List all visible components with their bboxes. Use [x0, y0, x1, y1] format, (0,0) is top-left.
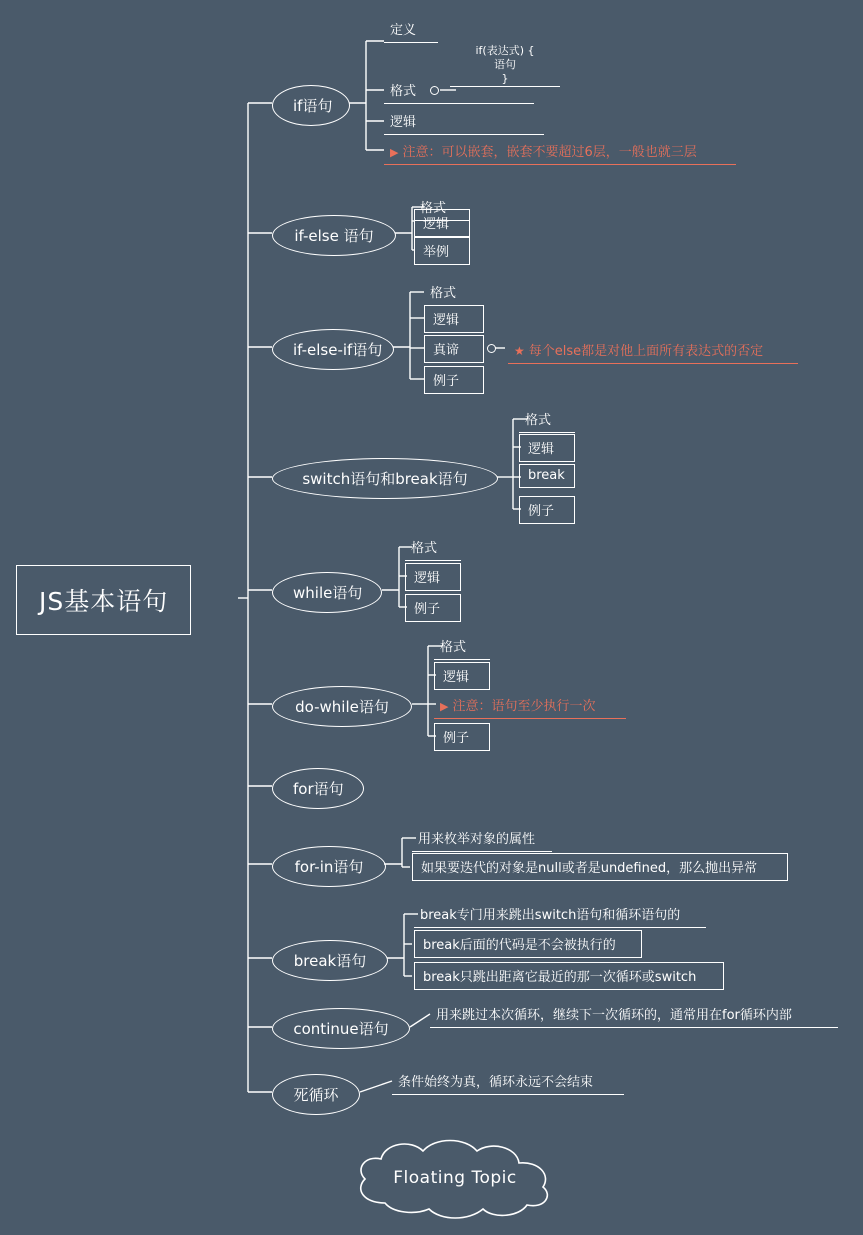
branch-infinite-loop[interactable]: 死循环: [272, 1074, 360, 1115]
subtopic-ifelseif-logic[interactable]: 逻辑: [424, 305, 484, 333]
subtopic-ifelse-format[interactable]: 格式: [414, 194, 470, 221]
triangle-marker-icon: ▶: [390, 146, 399, 159]
subtopic-while-format[interactable]: 格式: [405, 534, 461, 561]
branch-for-in[interactable]: for-in语句: [272, 846, 386, 887]
star-marker-icon: ★: [514, 344, 525, 358]
subtopic-if-logic[interactable]: 逻辑: [384, 108, 544, 135]
floating-topic[interactable]: [345, 1133, 565, 1223]
subtopic-ifelseif-format[interactable]: 格式: [424, 279, 484, 306]
branch-switch-break[interactable]: switch语句和break语句: [272, 458, 498, 499]
branch-if[interactable]: if语句: [272, 85, 350, 126]
collapse-dot-truth[interactable]: [487, 344, 496, 353]
subtopic-while-logic[interactable]: 逻辑: [405, 563, 461, 591]
code-line-2: 语句: [494, 58, 516, 71]
subtopic-dowhile-example[interactable]: 例子: [434, 723, 490, 751]
subtopic-ifelse-logic[interactable]: 逻辑: [414, 209, 470, 237]
root-topic[interactable]: JS基本语句: [16, 565, 191, 635]
note-if-nesting-text: 注意：可以嵌套，嵌套不要超过6层，一般也就三层: [402, 145, 697, 160]
branch-if-else[interactable]: if-else 语句: [272, 215, 396, 256]
code-block-if: [450, 44, 560, 87]
subtopic-infinite-loop-desc[interactable]: 条件始终为真，循环永远不会结束: [392, 1068, 624, 1095]
note-else-negation-text: 每个else都是对他上面所有表达式的否定: [528, 344, 764, 359]
subtopic-forin-enumerate[interactable]: 用来枚举对象的属性: [412, 825, 552, 852]
subtopic-break-nearest-loop[interactable]: break只跳出距离它最近的那一次循环或switch: [414, 962, 724, 990]
branch-for[interactable]: for语句: [272, 768, 364, 809]
subtopic-break-purpose[interactable]: break专门用来跳出switch语句和循环语句的: [414, 901, 706, 928]
branch-if-else-if[interactable]: if-else-if语句: [272, 329, 394, 370]
subtopic-switch-format[interactable]: 格式: [519, 406, 575, 433]
subtopic-break-after-code[interactable]: break后面的代码是不会被执行的: [414, 930, 642, 958]
note-dowhile-once-text: 注意：语句至少执行一次: [452, 699, 596, 714]
subtopic-ifelse-example[interactable]: 举例: [414, 237, 470, 265]
subtopic-switch-logic[interactable]: 逻辑: [519, 434, 575, 462]
note-if-nesting[interactable]: [384, 138, 736, 165]
collapse-dot-if-format[interactable]: [430, 86, 439, 95]
subtopic-forin-null-exception[interactable]: 如果要迭代的对象是null或者是undefined，那么抛出异常: [412, 853, 788, 881]
subtopic-while-example[interactable]: 例子: [405, 594, 461, 622]
branch-break[interactable]: break语句: [272, 940, 388, 981]
subtopic-dowhile-format[interactable]: 格式: [434, 633, 490, 660]
subtopic-if-format[interactable]: 格式: [384, 77, 534, 104]
subtopic-dowhile-logic[interactable]: 逻辑: [434, 662, 490, 690]
branch-while[interactable]: while语句: [272, 572, 382, 613]
subtopic-switch-break[interactable]: break: [519, 464, 575, 488]
floating-topic-label: Floating Topic: [393, 1168, 517, 1188]
branch-continue[interactable]: continue语句: [272, 1008, 410, 1049]
code-line-3: }: [501, 72, 509, 85]
subtopic-switch-example[interactable]: 例子: [519, 496, 575, 524]
branch-do-while[interactable]: do-while语句: [272, 686, 412, 727]
triangle-marker-icon: ▶: [440, 700, 449, 713]
code-line-1: if(表达式) {: [475, 44, 535, 57]
subtopic-continue-desc[interactable]: 用来跳过本次循环，继续下一次循环的，通常用在for循环内部: [430, 1001, 838, 1028]
note-else-negation[interactable]: [508, 337, 798, 364]
subtopic-ifelseif-truth[interactable]: 真谛: [424, 335, 484, 363]
subtopic-ifelseif-example[interactable]: 例子: [424, 366, 484, 394]
subtopic-if-definition[interactable]: 定义: [384, 16, 438, 43]
note-dowhile-once[interactable]: [434, 692, 626, 719]
